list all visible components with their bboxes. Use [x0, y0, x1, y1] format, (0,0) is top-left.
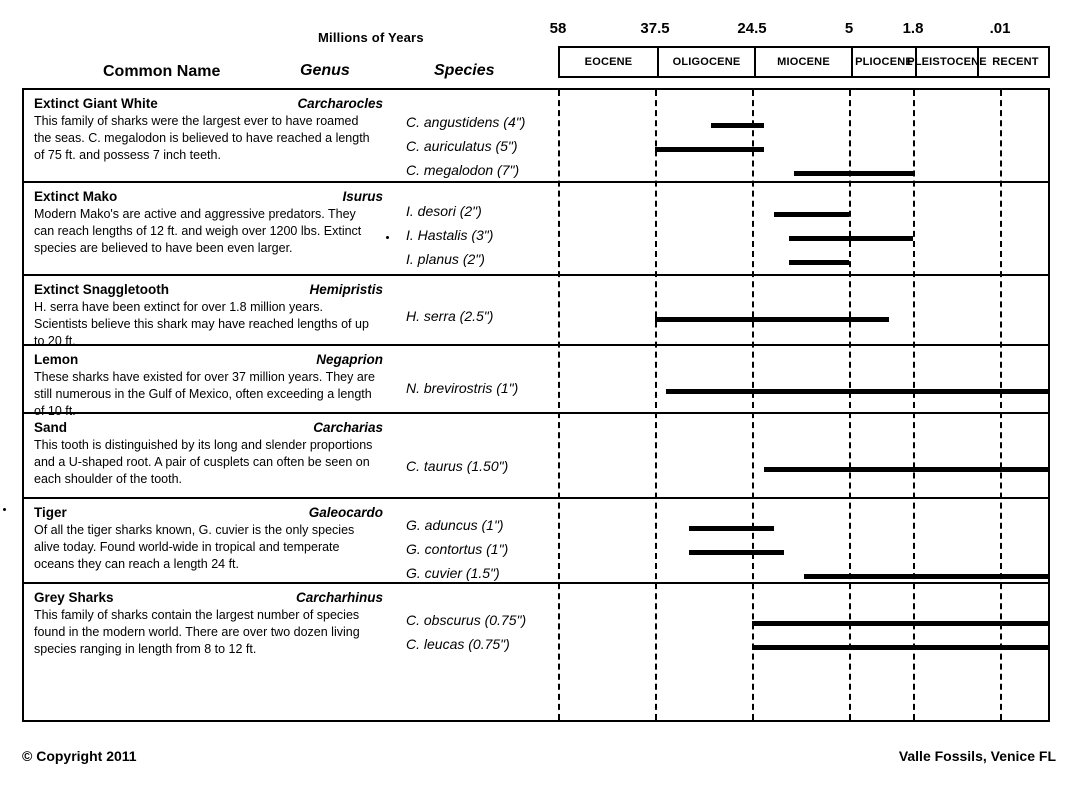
species-label: I. Hastalis (3") — [406, 227, 494, 243]
row-text-block — [34, 282, 383, 350]
axis-tick-1: 37.5 — [640, 20, 670, 37]
epoch-cell-pliocene: PLIOCENE — [851, 48, 915, 76]
row-text-block — [34, 505, 383, 573]
common-name: Extinct Mako Isurus — [34, 189, 383, 204]
genus-name: Carcharhinus — [295, 590, 383, 605]
common-name: Tiger Galeocardo — [34, 505, 383, 520]
epoch-cell-recent: RECENT — [977, 48, 1052, 76]
epoch-cell-eocene: EOCENE — [584, 56, 633, 68]
group-description: This family of sharks contain the largest number of species found in the modern world. There are over two dozen living species ranging in length from 8 to 12 ft. — [34, 608, 360, 656]
species-label: C. taurus (1.50") — [406, 458, 509, 474]
group-description: This tooth is distinguished by its long and slender proportions and a U-shaped root. A pair of cusplets can often be seen on each shoulder of the tooth. — [34, 438, 373, 486]
species-label: C. auriculatus (5") — [406, 138, 518, 154]
species-label: G. contortus (1") — [406, 541, 509, 557]
species-label: I. desori (2") — [406, 203, 482, 219]
genus-name: Negaprion — [316, 352, 383, 367]
genus-name: Carcharocles — [297, 96, 383, 111]
genus-name: Isurus — [342, 189, 383, 204]
group-description: This family of sharks were the largest ever to have roamed the seas. C. megalodon is believed to have reached a length of 75 ft. and possess 7 inch teeth. — [34, 114, 370, 162]
species-label: C. megalodon (7") — [406, 162, 520, 178]
group-description: Of all the tiger sharks known, G. cuvier is the only species alive today. Found world-wide in tropical and temperate oceans they can reach a length 24 ft. — [34, 523, 355, 571]
species-label: H. serra (2.5") — [406, 308, 494, 324]
common-name: Grey Sharks Carcharhinus — [34, 590, 383, 605]
speck-artifact — [3, 508, 6, 511]
credit-text: Valle Fossils, Venice FL — [898, 748, 1056, 764]
genus-name: Hemipristis — [309, 282, 383, 297]
table-row — [24, 584, 1048, 684]
common-name: Extinct Giant White Carcharocles — [34, 96, 383, 111]
millions-of-years-label: Millions of Years — [318, 30, 424, 45]
species-label: C. angustidens (4") — [406, 114, 526, 130]
column-header-species: Species — [434, 62, 495, 79]
axis-tick-5: .01 — [989, 20, 1011, 37]
species-label: C. leucas (0.75") — [406, 636, 510, 652]
common-name: Lemon Negaprion — [34, 352, 383, 367]
species-label: G. aduncus (1") — [406, 517, 504, 533]
group-description: Modern Mako's are active and aggressive predators. They can reach lengths of 12 ft. and weigh over 1200 lbs. Extinct species are believed to have been even larger. — [34, 207, 362, 255]
row-text-block — [34, 352, 383, 420]
column-header-genus: Genus — [300, 62, 350, 79]
species-label: N. brevirostris (1") — [406, 380, 519, 396]
species-label: I. planus (2") — [406, 251, 485, 267]
epoch-cell-oligocene: OLIGOCENE — [657, 48, 754, 76]
epoch-cell-pleistocene: PLEISTOCENE — [915, 48, 977, 76]
column-header-common-name: Common Name — [103, 63, 221, 80]
common-name: Sand Carcharias — [34, 420, 383, 435]
species-label: G. cuvier (1.5") — [406, 565, 500, 581]
table-row — [24, 499, 1048, 584]
time-axis-tick-labels — [530, 20, 1060, 40]
row-text-block — [34, 590, 383, 658]
axis-tick-0: 58 — [549, 20, 567, 37]
copyright-text: © Copyright 2011 — [22, 748, 137, 764]
table-row — [24, 183, 1048, 276]
row-text-block — [34, 420, 383, 488]
axis-tick-4: 1.8 — [902, 20, 924, 37]
group-description: H. serra have been extinct for over 1.8 million years. Scientists believe this shark may have reached lengths of up to 20 ft. — [34, 300, 369, 348]
row-text-block — [34, 96, 383, 164]
species-label: C. obscurus (0.75") — [406, 612, 527, 628]
axis-tick-2: 24.5 — [737, 20, 767, 37]
common-name: Extinct Snaggletooth Hemipristis — [34, 282, 383, 297]
table-row — [24, 414, 1048, 499]
group-description: These sharks have existed for over 37 million years. They are still numerous in the Gulf of Mexico, often exceeding a length of 10 ft. — [34, 370, 375, 418]
axis-tick-3: 5 — [844, 20, 854, 37]
speck-artifact — [386, 236, 389, 239]
genus-name: Galeocardo — [308, 505, 383, 520]
table-row — [24, 90, 1048, 183]
row-text-block — [34, 189, 383, 257]
species-table — [22, 88, 1050, 722]
epoch-cell-miocene: MIOCENE — [754, 48, 851, 76]
table-row — [24, 346, 1048, 418]
table-row — [24, 276, 1048, 346]
epoch-bar — [558, 46, 1050, 78]
genus-name: Carcharias — [313, 420, 383, 435]
